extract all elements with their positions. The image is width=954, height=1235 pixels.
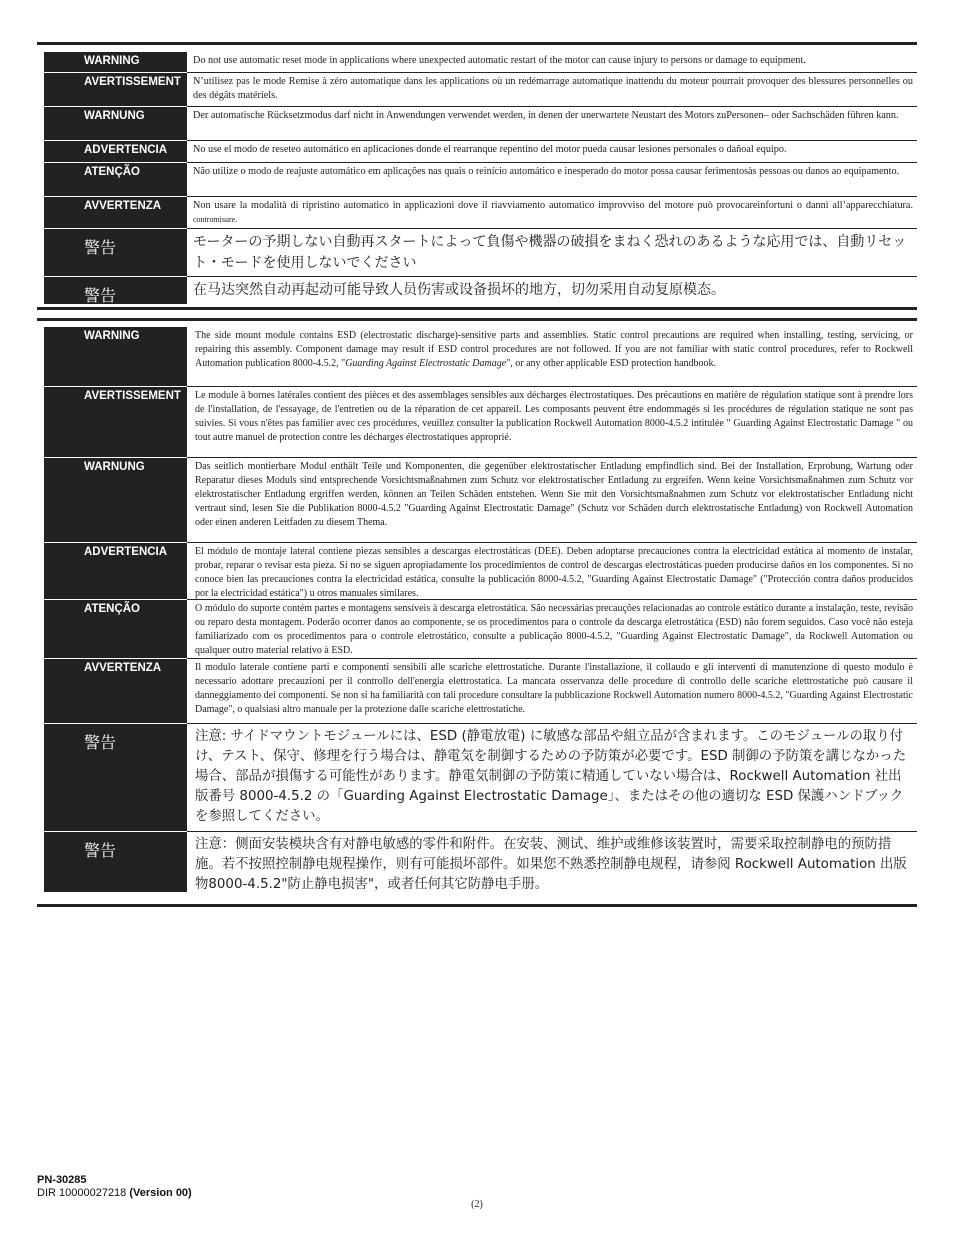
section2-text-warnung: Das seitlich montierbare Modul enthält Teile und Komponenten, die gegenüber elektrostatischer Entladung empfindlich sind. Bei der Installation, Erprobung, Wartung oder Reparatur dieses Moduls sind entsprechende Vorsichtsmaßnahmen zum Schutz vor elektrostatischer Entladung zu ergreifen. Wenn keine Vorsichtsmaßnahmen zum Schutz vor elektrostatischer Entladung ergriffen werden, können an Teilen Schäden entstehen. Wenn Sie mit den Vorsichtsmaßnahmen zum Schutz vor elektrostatischer Entladung nicht vertraut sind, lesen Sie die Publikation 8000-4.5.2 "Guarding Against Electrostatic Damage" (Schutz vor Schäden durch elektrostatische Entladung) von Rockwell Automation oder einen anderen Leitfaden zu diesem Thema. bbox=[187, 458, 917, 543]
document-version: (Version 00) bbox=[129, 1187, 192, 1199]
section1-text-warnung: Der automatische Rücksetzmodus darf nicht in Anwendungen verwendet werden, in denen der unerwartete Neustart des Motors zuPersonen– oder Sachschäden führen kann. bbox=[187, 107, 917, 141]
section2-text-warning-title: Guarding Against Electrostatic Damage bbox=[345, 357, 507, 369]
section2-text-avvertenza: Il modulo laterale contiene parti e componenti sensibili alle scariche elettrostatiche. Durante l'installazione, il collaudo e gli interventi di manutenzione di questo modulo è necessario adottare precauzioni per il controllo dell'energia elettrostatica. La mancata osservanza delle procedure di controllo delle scariche elettrostatiche può causare il danneggiamento dei componenti. Se non si ha familiarità con tali procedure consultare la pubblicazione Rockwell Automation numero 8000-4.5.2, "Guarding Against Electrostatic Damage", o qualsiasi altro manuale per la protezione dalle scariche elettrostatiche. bbox=[187, 659, 917, 724]
section1-label-avvertenza: AVVERTENZA bbox=[44, 197, 187, 229]
section2-label-atencao: ATENÇÃO bbox=[44, 600, 187, 659]
document-id-number: DIR 10000027218 bbox=[37, 1187, 130, 1199]
section2-warning-table bbox=[44, 327, 917, 892]
section1-text-atencao: Não utilize o modo de reajuste automático em aplicações nas quais o reinício automático e inesperado do motor possa causar ferimentosàs pessoas ou danos ao equipamento. bbox=[187, 163, 917, 197]
section1-label-atencao: ATENÇÃO bbox=[44, 163, 187, 197]
section1-warning-table bbox=[44, 52, 917, 304]
page-number: (2) bbox=[471, 1199, 483, 1210]
section2-text-warning-main: The side mount module contains ESD (electrostatic discharge)-sensitive parts and assemblies. Static control precautions are required when installing, testing, servicing, or repairing this assembly. Component damage may result if ESD control procedures are not followed. If you are not familiar with static control procedures, refer to Rockwell Automation publication 8000-4.5.2, " bbox=[195, 330, 913, 369]
document-id bbox=[37, 1187, 192, 1199]
section1-bottom-rule bbox=[37, 307, 917, 310]
section2-top-rule bbox=[37, 318, 917, 321]
section1-top-rule bbox=[37, 42, 917, 45]
section2-text-warning-end: ", or any other applicable ESD protection handbook. bbox=[506, 357, 717, 369]
section2-bottom-rule bbox=[37, 904, 917, 907]
section1-label-japanese: 警告 bbox=[44, 229, 187, 277]
section2-text-advertencia: El módulo de montaje lateral contiene piezas sensibles a descargas electrostáticas (DEE). Deben adoptarse precauciones contra la electricidad estática al momento de instalar, probar, reparar o revisar esta pieza. Si no se siguen apropiadamente los procedimientos de control de descargas electrostáticas pueden producirse daños en los componentes. Si no conoce bien las precauciones contra la electricidad estática, consulte la publicación 8000-4.5.2, "Guarding Against Electrostatic Damage" ("Protección contra daños producidos por la electricidad estática") u otros manuales similares. bbox=[187, 543, 917, 600]
section1-label-chinese: 警告 bbox=[44, 277, 187, 304]
section1-label-warnung: WARNUNG bbox=[44, 107, 187, 141]
section1-text-avvertenza bbox=[187, 197, 917, 229]
section1-text-warning: Do not use automatic reset mode in applications where unexpected automatic restart of the motor can cause injury to persons or damage to equipment. bbox=[187, 52, 917, 73]
section2-label-advertencia: ADVERTENCIA bbox=[44, 543, 187, 600]
section2-label-warning: WARNING bbox=[44, 327, 187, 387]
section2-label-chinese: 警告 bbox=[44, 832, 187, 892]
section1-text-chinese: 在马达突然自动再起动可能导致人员伤害或设备损坏的地方，切勿采用自动复原模态。 bbox=[193, 282, 725, 298]
section1-text-avvertenza-small: contromisure. bbox=[193, 214, 238, 224]
section1-label-warning: WARNING bbox=[44, 52, 187, 73]
section1-label-advertencia: ADVERTENCIA bbox=[44, 141, 187, 163]
section2-text-warning bbox=[187, 327, 917, 387]
section2-text-atencao: O módulo do suporte contém partes e montagens sensíveis à descarga eletrostática. São necessárias precauções relacionadas ao controle estático durante a instalação, teste, revisão ou reparo desta montagem. Poderão ocorrer danos ao componente, se os procedimentos para o controle da descarga eletrostática (ESD) não forem seguidos. Caso você não esteja familiarizado com os procedimentos para o controle eletrostático, consulte a publicação 8000-4.5.2, "Guarding Against Electrostatic Damage", da Rockwell Automation ou qualquer outro material relativo à ESD. bbox=[187, 600, 917, 659]
section1-text-japanese: モーターの予期しない自動再スタートによって負傷や機器の破損をまねく恐れのあるような応用では、自動リセット・モードを使用しないでください bbox=[187, 229, 917, 277]
section1-label-avertissement: AVERTISSEMENT bbox=[44, 73, 187, 107]
section2-label-warnung: WARNUNG bbox=[44, 458, 187, 543]
section2-text-chinese: 注意：侧面安装模块含有对静电敏感的零件和附件。在安装、测试、维护或维修该装置时，需要采取控制静电的预防措施。若不按照控制静电规程操作，则有可能损坏部件。如果您不熟悉控制静电规程，请参阅 Rockwell Automation 出版物8000-4.5.2"防止静电损害"，或者任何其它防静电手册。 bbox=[195, 837, 907, 892]
section2-label-avertissement: AVERTISSEMENT bbox=[44, 387, 187, 458]
section1-text-avertissement: N’utilisez pas le mode Remise à zéro automatique dans les applications où un redémarrage automatique inattendu du moteur pourrait provoquer des blessures personnelles ou des dégâts matériels. bbox=[187, 73, 917, 107]
section2-label-japanese: 警告 bbox=[44, 724, 187, 832]
section2-text-avertissement: Le module à bornes latérales contient des pièces et des assemblages sensibles aux décharges électrostatiques. Des précautions en matière de régulation statique sont à prendre lors de l'installation, de l'essayage, de l'entretien ou de la réparation de cet appareil. Les composants peuvent être endommagés si les procédures de régulation statique ne sont pas suivies. Si vous n'êtes pas familier avec ces procédures, veuillez consulter la publication Rockwell Automation 8000-4.5.2 intitulée " Guarding Against Electrostatic Damage " ou tout autre manuel de protection contre les décharges électrostatiques approprié. bbox=[187, 387, 917, 458]
section1-text-avvertenza-main: Non usare la modalità di ripristino automatico in applicazioni dove il riavviamento automatico improvviso del motore può provocareinfortuni o danni all’apparecchiatura. bbox=[193, 200, 913, 211]
section1-text-advertencia: No use el modo de reseteo automático en aplicaciones donde el rearranque repentino del motor pueda causar lesiones personales o dañoal equipo. bbox=[187, 141, 917, 163]
part-number: PN-30285 bbox=[37, 1174, 87, 1186]
section2-label-avvertenza: AVVERTENZA bbox=[44, 659, 187, 724]
section2-text-japanese: 注意: サイドマウントモジュールには、ESD (静電放電) に敏感な部品や組立品が含まれます。このモジュールの取り付け、テスト、保守、修理を行う場合は、静電気を制御するための予防策が必要です。ESD 制御の予防策を講じなかった場合、部品が損傷する可能性があります。静電気制御の予防策に精通していない場合は、Rockwell Automation 社出版番号 8000-4.5.2 の「Guarding Against Electrostatic Damage」、またはその他の適切な ESD 保護ハンドブックを参照してください。 bbox=[187, 724, 917, 832]
